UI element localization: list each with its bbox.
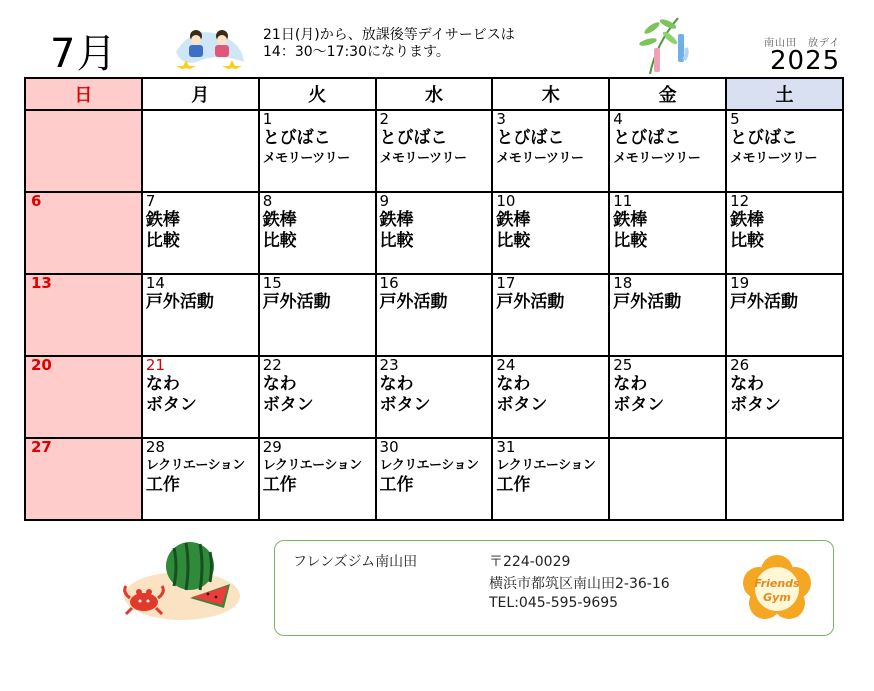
day-cell xyxy=(609,356,726,438)
activity-label: 戸外活動 xyxy=(496,292,565,312)
watermelon-crab-illustration xyxy=(112,536,242,626)
day-cell xyxy=(25,274,142,356)
day-number: 21 xyxy=(145,356,165,374)
activity-label: なわ xyxy=(379,374,414,394)
day-cell xyxy=(726,274,843,356)
week-row xyxy=(25,110,843,192)
activity-label: なわ xyxy=(730,374,765,394)
tanabata-couple-illustration xyxy=(172,22,247,70)
day-cell xyxy=(142,110,259,192)
year-label: 2025 xyxy=(770,46,841,76)
activity-label: とびばこ xyxy=(613,128,682,148)
activity-label: ボタン xyxy=(496,395,548,415)
day-cell xyxy=(259,110,376,192)
activity-label: 鉄棒 xyxy=(496,210,531,230)
activity-label: 工作 xyxy=(379,475,414,495)
activity-label: ボタン xyxy=(379,395,431,415)
day-cell xyxy=(142,192,259,274)
activity-label: 比較 xyxy=(496,231,531,251)
day-cell xyxy=(142,438,259,520)
activity-label: とびばこ xyxy=(730,128,799,148)
day-number: 18 xyxy=(613,274,633,292)
day-cell xyxy=(142,356,259,438)
activity-label: レクリエーション xyxy=(145,458,245,473)
day-cell xyxy=(259,274,376,356)
day-cell xyxy=(726,438,843,520)
day-number: 3 xyxy=(496,110,506,128)
day-cell xyxy=(259,356,376,438)
day-cell xyxy=(25,110,142,192)
weekday-wednesday: 水 xyxy=(376,78,493,110)
day-number: 29 xyxy=(262,438,282,456)
day-number: 9 xyxy=(379,192,390,210)
facility-name: フレンズジム南山田 xyxy=(293,554,418,570)
activity-label: 鉄棒 xyxy=(613,210,648,230)
day-number: 24 xyxy=(496,356,516,374)
day-cell xyxy=(376,192,493,274)
day-number: 11 xyxy=(613,192,633,210)
activity-label: なわ xyxy=(262,374,297,394)
activity-label: 工作 xyxy=(496,475,531,495)
day-cell xyxy=(492,356,609,438)
day-cell xyxy=(376,274,493,356)
logo-text-line1: Friends xyxy=(754,577,800,590)
day-number: 17 xyxy=(496,274,516,292)
weekday-monday: 月 xyxy=(142,78,259,110)
calendar-grid xyxy=(24,77,844,521)
activity-label: 比較 xyxy=(262,231,297,251)
day-cell xyxy=(492,110,609,192)
school-label: 南山田 放デイ xyxy=(764,38,841,49)
week-row xyxy=(25,356,843,438)
activity-label: ボタン xyxy=(730,395,782,415)
activity-label: 戸外活動 xyxy=(730,292,799,312)
postal-code: 〒224-0029 xyxy=(489,554,571,570)
day-cell xyxy=(492,192,609,274)
day-cell xyxy=(376,438,493,520)
day-number: 20 xyxy=(31,356,52,374)
notice-line-1: 21日(月)から、放課後等デイサービスは xyxy=(263,27,515,43)
activity-label: 比較 xyxy=(379,231,414,251)
day-number: 14 xyxy=(145,274,165,292)
day-number: 27 xyxy=(31,438,52,456)
activity-label: ボタン xyxy=(613,395,665,415)
weekday-friday: 金 xyxy=(609,78,726,110)
day-cell xyxy=(259,438,376,520)
month-title: 7月 xyxy=(50,31,118,77)
day-number: 23 xyxy=(379,356,399,374)
activity-label: 比較 xyxy=(730,231,765,251)
day-cell xyxy=(609,438,726,520)
day-cell xyxy=(492,274,609,356)
day-number: 7 xyxy=(145,192,156,210)
activity-label: 鉄棒 xyxy=(145,210,180,230)
activity-label: レクリエーション xyxy=(379,458,479,473)
day-cell xyxy=(376,110,493,192)
activity-label: なわ xyxy=(145,374,180,394)
day-number: 22 xyxy=(262,356,282,374)
day-number: 5 xyxy=(730,110,740,128)
day-number: 13 xyxy=(31,274,52,292)
day-cell xyxy=(609,110,726,192)
weekday-sunday: 日 xyxy=(25,78,142,110)
day-cell xyxy=(726,192,843,274)
day-cell xyxy=(609,274,726,356)
day-cell xyxy=(726,110,843,192)
logo-text-line2: Gym xyxy=(763,591,791,604)
bamboo-decoration-illustration xyxy=(636,14,696,76)
activity-label: ボタン xyxy=(145,395,197,415)
day-number: 25 xyxy=(613,356,633,374)
activity-label: 戸外活動 xyxy=(379,292,448,312)
activity-label: 工作 xyxy=(262,475,297,495)
activity-label: 鉄棒 xyxy=(730,210,765,230)
day-cell xyxy=(142,274,259,356)
activity-label: メモリーツリー xyxy=(496,151,584,166)
day-number: 8 xyxy=(262,192,273,210)
activity-label: とびばこ xyxy=(496,128,565,148)
activity-label: メモリーツリー xyxy=(730,151,818,166)
day-number: 28 xyxy=(145,438,165,456)
activity-label: ボタン xyxy=(262,395,314,415)
telephone: TEL:045-595-9695 xyxy=(489,595,619,611)
day-cell xyxy=(376,356,493,438)
day-cell xyxy=(25,356,142,438)
activity-label: 工作 xyxy=(145,475,180,495)
activity-label: 比較 xyxy=(613,231,648,251)
notice-text xyxy=(263,27,515,61)
day-number: 6 xyxy=(31,192,42,210)
activity-label: メモリーツリー xyxy=(379,151,467,166)
address: 横浜市都筑区南山田2-36-16 xyxy=(489,576,670,592)
weekday-saturday: 土 xyxy=(726,78,843,110)
week-row xyxy=(25,274,843,356)
activity-label: 戸外活動 xyxy=(613,292,682,312)
day-cell xyxy=(25,192,142,274)
contact-info-box xyxy=(274,540,834,636)
calendar-body xyxy=(25,110,843,520)
activity-label: なわ xyxy=(496,374,531,394)
activity-label: メモリーツリー xyxy=(613,151,701,166)
day-number: 26 xyxy=(730,356,750,374)
week-row xyxy=(25,438,843,520)
activity-label: 戸外活動 xyxy=(145,292,214,312)
day-cell xyxy=(492,438,609,520)
activity-label: レクリエーション xyxy=(262,458,362,473)
day-number: 12 xyxy=(730,192,750,210)
day-number: 31 xyxy=(496,438,516,456)
day-number: 10 xyxy=(496,192,516,210)
friends-gym-logo xyxy=(737,551,817,625)
activity-label: 鉄棒 xyxy=(262,210,297,230)
day-cell xyxy=(259,192,376,274)
notice-line-2: 14：30〜17:30になります。 xyxy=(263,44,450,60)
weekday-tuesday: 火 xyxy=(259,78,376,110)
day-number: 30 xyxy=(379,438,399,456)
activity-label: 比較 xyxy=(145,231,180,251)
day-cell xyxy=(726,356,843,438)
day-cell xyxy=(25,438,142,520)
weekday-thursday: 木 xyxy=(492,78,609,110)
day-number: 4 xyxy=(613,110,623,128)
day-number: 2 xyxy=(379,110,390,128)
activity-label: メモリーツリー xyxy=(262,151,350,166)
day-number: 15 xyxy=(262,274,282,292)
activity-label: とびばこ xyxy=(379,128,448,148)
activity-label: なわ xyxy=(613,374,648,394)
activity-label: 鉄棒 xyxy=(379,210,414,230)
day-number: 16 xyxy=(379,274,399,292)
day-number: 1 xyxy=(262,110,273,128)
activity-label: レクリエーション xyxy=(496,458,596,473)
day-number: 19 xyxy=(730,274,750,292)
week-row xyxy=(25,192,843,274)
weekday-header-row xyxy=(25,78,843,110)
activity-label: 戸外活動 xyxy=(262,292,331,312)
activity-label: とびばこ xyxy=(262,128,331,148)
day-cell xyxy=(609,192,726,274)
